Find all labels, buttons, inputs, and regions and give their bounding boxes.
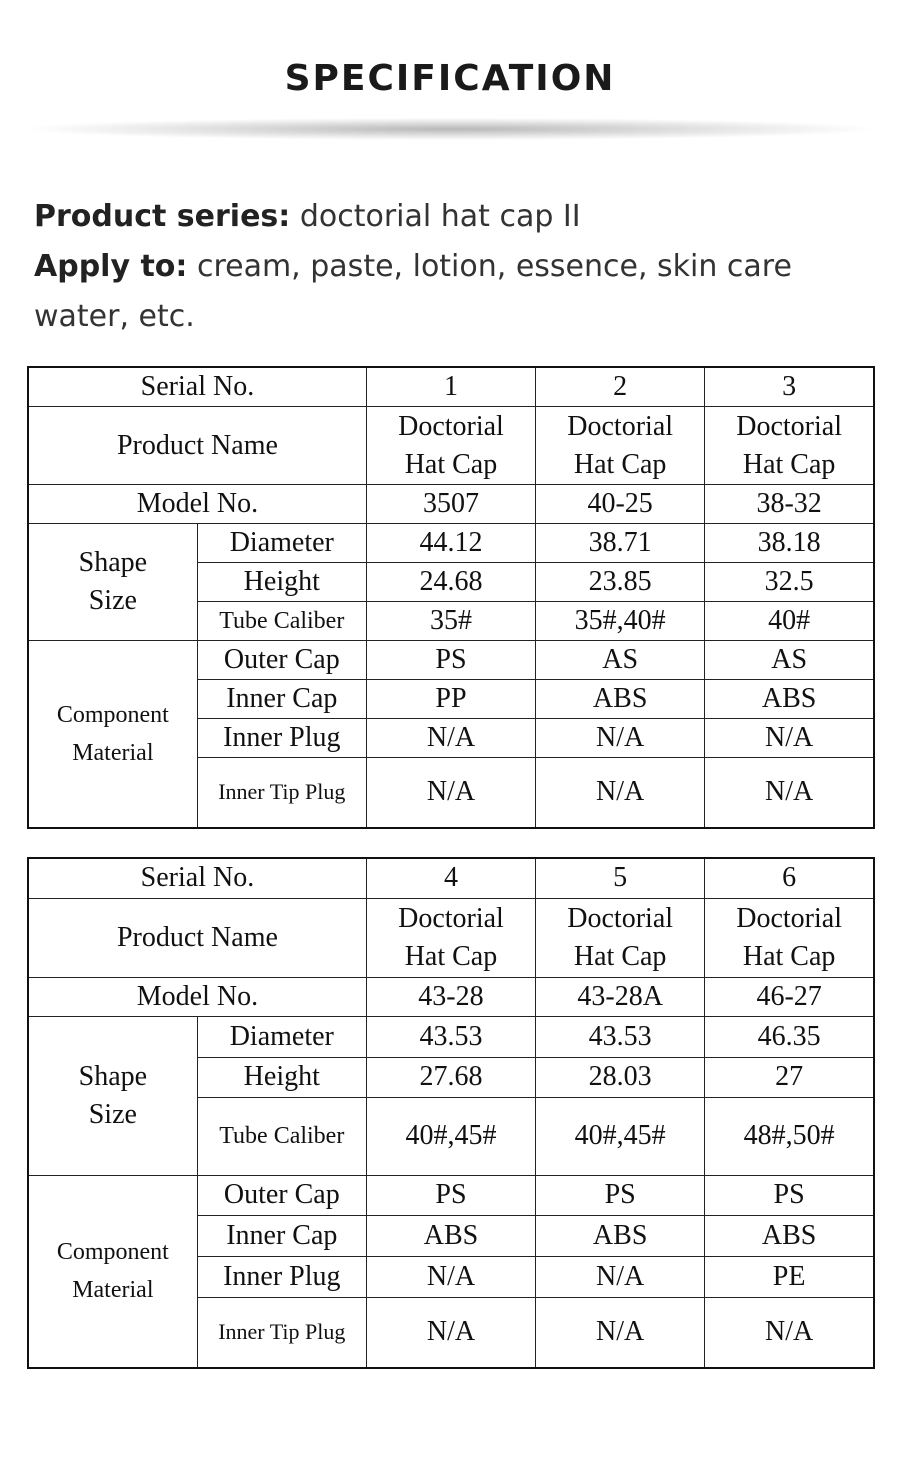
apply-to-value: cream, paste, lotion, essence, skin care water, etc. <box>34 249 792 334</box>
inner-plug-cell: N/A <box>536 1256 705 1297</box>
tube-caliber-cell: 35# <box>366 602 535 641</box>
product-series-value: doctorial hat cap II <box>299 199 581 234</box>
serial-cell: 5 <box>536 858 705 898</box>
product-name-line: Hat Cap <box>742 448 836 480</box>
product-name-line: Doctorial <box>567 410 674 442</box>
diameter-label: Diameter <box>197 524 366 563</box>
outer-cap-cell: AS <box>705 641 874 680</box>
inner-tip-plug-cell: N/A <box>366 758 535 828</box>
inner-tip-plug-cell: N/A <box>536 758 705 828</box>
table-row <box>28 977 874 1016</box>
tube-caliber-label: Tube Caliber <box>197 602 366 641</box>
spec-table-1 <box>27 366 875 829</box>
apply-to-line <box>34 242 874 342</box>
height-cell: 32.5 <box>705 563 874 602</box>
inner-cap-cell: PP <box>366 680 535 719</box>
diameter-cell: 43.53 <box>366 1016 535 1057</box>
inner-tip-plug-cell: N/A <box>705 1297 874 1368</box>
inner-cap-label: Inner Cap <box>197 680 366 719</box>
model-cell: 38-32 <box>705 485 874 524</box>
serial-cell: 4 <box>366 858 535 898</box>
product-name-line: Doctorial <box>398 902 504 934</box>
apply-to-label: Apply to: <box>34 249 188 284</box>
product-name-cell <box>705 898 874 977</box>
component-material-label <box>28 641 197 828</box>
product-name-line: Hat Cap <box>742 940 836 972</box>
model-cell: 40-25 <box>536 485 705 524</box>
inner-tip-plug-cell: N/A <box>536 1297 705 1368</box>
inner-cap-cell: ABS <box>536 1215 705 1256</box>
height-cell: 24.68 <box>366 563 535 602</box>
model-cell: 3507 <box>366 485 535 524</box>
page-title: SPECIFICATION <box>284 58 616 99</box>
tube-caliber-cell: 40#,45# <box>366 1097 535 1175</box>
outer-cap-cell: PS <box>536 1175 705 1215</box>
outer-cap-cell: PS <box>705 1175 874 1215</box>
height-cell: 27 <box>705 1057 874 1097</box>
diameter-cell: 46.35 <box>705 1016 874 1057</box>
table-row <box>28 407 874 485</box>
height-cell: 23.85 <box>536 563 705 602</box>
tube-caliber-label: Tube Caliber <box>197 1097 366 1175</box>
shape-size-label <box>28 524 197 641</box>
shape-size-line: Size <box>88 1098 137 1130</box>
inner-plug-cell: N/A <box>705 719 874 758</box>
diameter-cell: 38.71 <box>536 524 705 563</box>
table-row <box>28 641 874 680</box>
inner-tip-plug-cell: N/A <box>366 1297 535 1368</box>
model-cell: 43-28 <box>366 977 535 1016</box>
inner-cap-cell: ABS <box>536 680 705 719</box>
table-row <box>28 524 874 563</box>
diameter-cell: 44.12 <box>366 524 535 563</box>
product-name-cell <box>366 898 535 977</box>
product-name-line: Hat Cap <box>573 940 667 972</box>
height-label: Height <box>197 1057 366 1097</box>
table-row <box>28 898 874 977</box>
diameter-label: Diameter <box>197 1016 366 1057</box>
table-row <box>28 485 874 524</box>
table-row <box>28 367 874 407</box>
model-no-label: Model No. <box>28 485 366 524</box>
inner-plug-cell: N/A <box>366 1256 535 1297</box>
height-cell: 28.03 <box>536 1057 705 1097</box>
product-name-cell <box>705 407 874 485</box>
spec-table-2 <box>27 857 875 1369</box>
diameter-cell: 43.53 <box>536 1016 705 1057</box>
component-material-label <box>28 1175 197 1368</box>
component-material-line: Component <box>56 701 169 728</box>
table-row <box>28 858 874 898</box>
inner-cap-cell: ABS <box>366 1215 535 1256</box>
product-name-line: Hat Cap <box>573 448 667 480</box>
inner-cap-cell: ABS <box>705 680 874 719</box>
serial-no-label: Serial No. <box>28 858 366 898</box>
model-cell: 46-27 <box>705 977 874 1016</box>
component-material-line: Material <box>72 739 154 766</box>
table-row <box>28 1175 874 1215</box>
product-name-cell <box>536 407 705 485</box>
inner-plug-cell: N/A <box>366 719 535 758</box>
tube-caliber-cell: 35#,40# <box>536 602 705 641</box>
inner-tip-plug-label: Inner Tip Plug <box>197 758 366 828</box>
shape-size-line: Shape <box>78 1060 148 1092</box>
height-cell: 27.68 <box>366 1057 535 1097</box>
product-name-line: Hat Cap <box>404 448 498 480</box>
inner-cap-label: Inner Cap <box>197 1215 366 1256</box>
inner-tip-plug-cell: N/A <box>705 758 874 828</box>
component-material-line: Component <box>56 1239 169 1266</box>
shape-size-label <box>28 1016 197 1175</box>
model-no-label: Model No. <box>28 977 366 1016</box>
diameter-cell: 38.18 <box>705 524 874 563</box>
serial-cell: 2 <box>536 367 705 407</box>
serial-no-label: Serial No. <box>28 367 366 407</box>
inner-tip-plug-label: Inner Tip Plug <box>197 1297 366 1368</box>
serial-cell: 3 <box>705 367 874 407</box>
outer-cap-label: Outer Cap <box>197 641 366 680</box>
tube-caliber-cell: 40#,45# <box>536 1097 705 1175</box>
shape-size-line: Size <box>88 585 137 616</box>
product-series-label: Product series: <box>34 199 291 234</box>
serial-cell: 1 <box>366 367 535 407</box>
shape-size-line: Shape <box>78 547 148 578</box>
tube-caliber-cell: 48#,50# <box>705 1097 874 1175</box>
height-label: Height <box>197 563 366 602</box>
product-name-line: Hat Cap <box>404 940 498 972</box>
inner-plug-cell: N/A <box>536 719 705 758</box>
product-info <box>34 192 874 342</box>
outer-cap-cell: AS <box>536 641 705 680</box>
product-name-line: Doctorial <box>567 902 674 934</box>
model-cell: 43-28A <box>536 977 705 1016</box>
product-name-line: Doctorial <box>736 902 842 934</box>
outer-cap-cell: PS <box>366 1175 535 1215</box>
component-material-line: Material <box>72 1277 154 1304</box>
product-name-cell <box>536 898 705 977</box>
outer-cap-label: Outer Cap <box>197 1175 366 1215</box>
outer-cap-cell: PS <box>366 641 535 680</box>
product-name-label: Product Name <box>28 898 366 977</box>
inner-plug-label: Inner Plug <box>197 1256 366 1297</box>
product-series-line <box>34 192 874 242</box>
product-name-label: Product Name <box>28 407 366 485</box>
inner-cap-cell: ABS <box>705 1215 874 1256</box>
product-name-line: Doctorial <box>398 410 504 442</box>
title-shadow-divider <box>30 118 870 140</box>
product-name-line: Doctorial <box>736 410 842 442</box>
inner-plug-cell: PE <box>705 1256 874 1297</box>
serial-cell: 6 <box>705 858 874 898</box>
tube-caliber-cell: 40# <box>705 602 874 641</box>
inner-plug-label: Inner Plug <box>197 719 366 758</box>
table-row <box>28 1016 874 1057</box>
product-name-cell <box>366 407 535 485</box>
